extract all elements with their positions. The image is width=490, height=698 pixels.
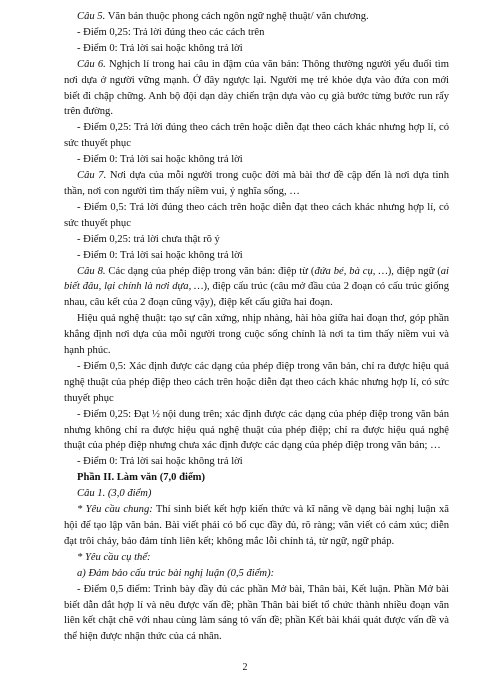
scoring-line: - Điểm 0: Trả lời sai hoặc không trả lời — [77, 249, 243, 261]
scoring-line: - Điểm 0: Trả lời sai hoặc không trả lời — [77, 42, 243, 54]
question-label: Câu 8. — [77, 265, 106, 277]
scoring-line: - Điểm 0,25: Trả lời đúng theo các cách trên — [77, 26, 265, 38]
general-requirements — [64, 502, 449, 550]
requirement-label: * Yêu cầu chung: — [77, 504, 153, 516]
question-text: ), điệp ngữ ( — [387, 265, 441, 277]
specific-requirements-label: * Yêu cầu cụ thể: — [77, 551, 151, 563]
criterion-heading: a) Đảm bảo cấu trúc bài nghị luận (0,5 điểm): — [77, 567, 275, 579]
question-text: ), điệp cấu trúc (câu mở đầu của 2 đoạn có cấu trúc giống nhau, câu kết của 2 đoạn cũng vậy), điệp kết cấu giữa hai đoạn. — [64, 281, 449, 309]
scoring-line: - Điểm 0,25: Đạt ½ nội dung trên; xác định được các dạng của phép điệp trong văn bản nhưng không chỉ ra được hiệu quả nghệ thuật của phép điệp; chỉ ra được hiệu quả nghệ thuật của phép điệp nhưng chưa xác định được các dạng của phép điệp trong văn bản; … — [64, 408, 449, 452]
section-heading: Phần II. Làm văn (7,0 điểm) — [77, 472, 206, 484]
scoring-line: - Điểm 0: Trả lời sai hoặc không trả lời — [77, 456, 243, 468]
question-8 — [64, 264, 449, 312]
question-text: Văn bản thuộc phong cách ngôn ngữ nghệ thuật/ văn chương. — [105, 11, 369, 22]
scoring-line: - Điểm 0,5: Xác định được các dạng của phép điệp trong văn bản, chỉ ra được hiệu quả nghệ thuật của phép điệp theo cách trên hoặc diễn đạt theo cách khác nhưng hợp lí, có sức thuyết phục — [64, 360, 449, 404]
scoring-line: - Điểm 0,25: Trả lời đúng theo cách trên hoặc diễn đạt theo cách khác nhưng hợp lí, có sức thuyết phục — [64, 122, 449, 150]
criterion-text: - Điểm 0,5 điểm: Trình bày đầy đủ các phần Mở bài, Thân bài, Kết luận. Phần Mở bài biết dẫn dắt hợp lí và nêu được vấn đề; phần Thân bài biết tổ chức thành nhiều đoạn văn liên kết chặt chẽ với nhau cùng làm sáng tỏ vấn đề; phần Kết bài khái quát được vấn đề và thể hiện được nhận thức của cá nhân. — [64, 583, 449, 643]
essay-question-label: Câu 1. (3,0 điểm) — [77, 488, 152, 500]
question-6 — [64, 57, 449, 121]
question-7 — [64, 168, 449, 200]
requirement-text: Thí sinh biết kết hợp kiến thức và kĩ năng về dạng bài nghị luận xã hội để tạo lập văn bản. Bài viết phải có bố cục đầy đủ, rõ ràng; văn viết có cảm xúc; diễn đạt trôi chảy, bảo đảm tính liên kết; không mắc lỗi chính tả, từ ngữ, ngữ pháp. — [64, 504, 449, 547]
scoring-line: - Điểm 0: Trả lời sai hoặc không trả lời — [77, 154, 243, 166]
question-5 — [64, 9, 449, 25]
artistic-effect: Hiệu quả nghệ thuật: tạo sự cân xứng, nhịp nhàng, hài hòa giữa hai đoạn thơ, góp phần khẳng định nơi dựa của mỗi người trong cuộc sống chính là nơi ta tìm thấy niềm vui và hạnh phúc. — [64, 313, 449, 357]
example-phrases: ai biết đâu, lại chính là nơi dựa, … — [64, 265, 449, 293]
question-text: Các dạng của phép điệp trong văn bản: điệp từ ( — [105, 265, 315, 277]
question-text: Nơi dựa của mỗi người trong cuộc đời mà bài thơ đề cập đến là nơi dựa tinh thần, nơi con người tìm thấy niềm vui, ý nghĩa sống, … — [64, 170, 449, 197]
question-label: Câu 5. — [77, 11, 106, 22]
example-words: đứa bé, bà cụ, … — [314, 265, 388, 277]
page-number: 2 — [242, 662, 248, 673]
question-text: Nghịch lí trong hai câu in đậm của văn bản: Thông thường người yếu đuối tìm nơi dựa ở người vững mạnh. Ở đây ngược lại. Người mẹ trẻ khỏe dựa vào đứa con mới biết đi chập chững. Anh bộ đội dạn dày chiến trận dựa vào cụ già bước từng bước run rẩy trên đường. — [64, 58, 449, 118]
scoring-line: - Điểm 0,25: trả lời chưa thật rõ ý — [77, 233, 220, 245]
question-label: Câu 7. — [77, 170, 107, 182]
scoring-line: - Điểm 0,5: Trả lời đúng theo cách trên hoặc diễn đạt theo cách khác nhưng hợp lí, có sức thuyết phục — [64, 201, 449, 229]
question-label: Câu 6. — [77, 58, 106, 70]
answer-key-content — [64, 9, 449, 645]
